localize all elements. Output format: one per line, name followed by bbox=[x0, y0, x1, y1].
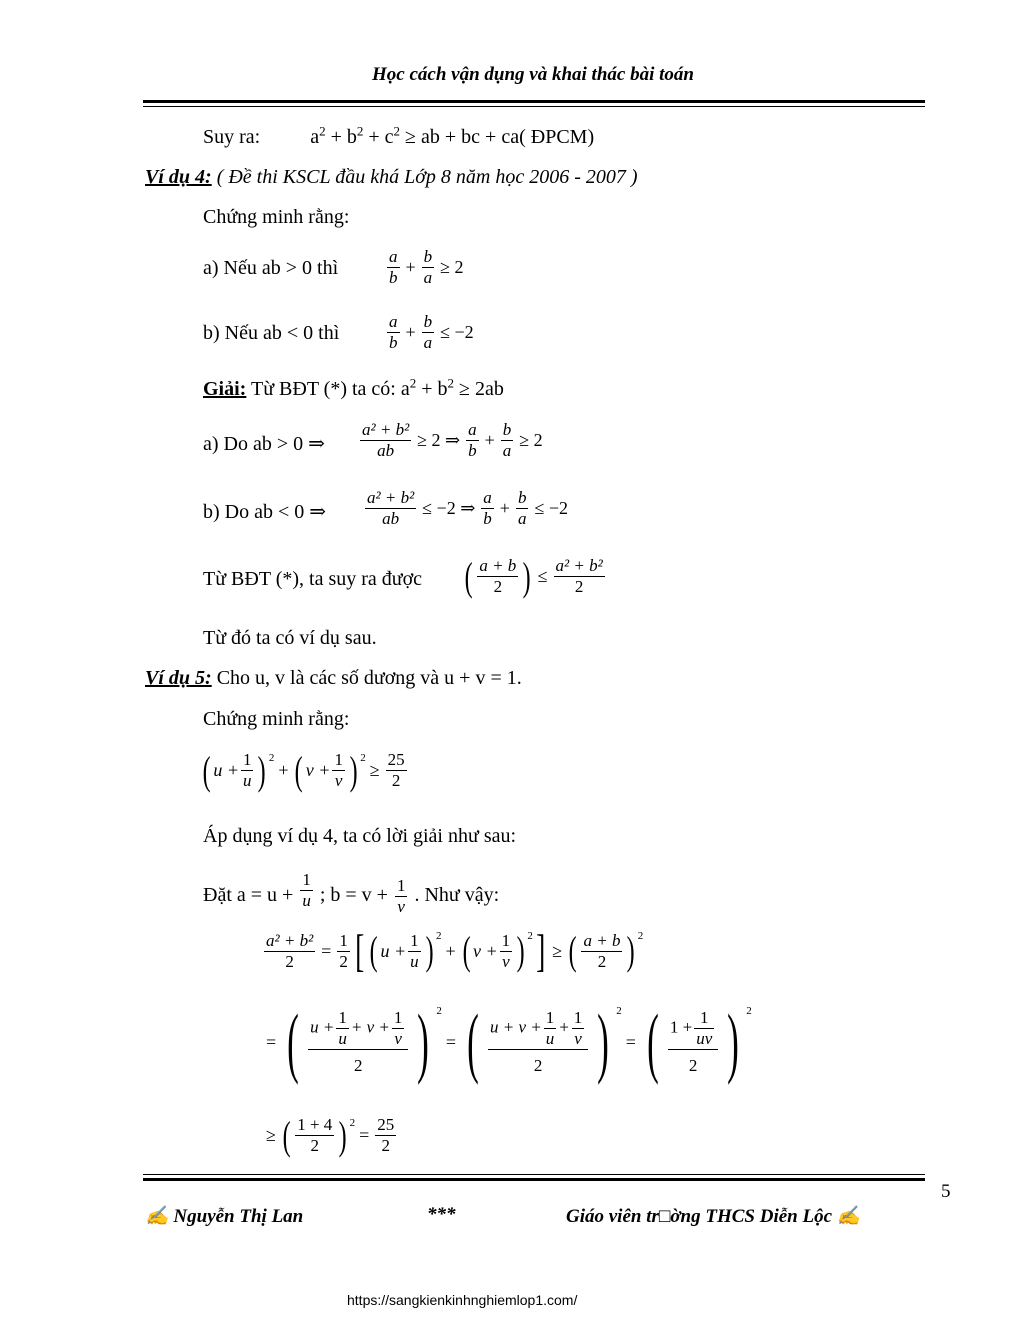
example-5-formula: ( u + $\frac{1}{u}$ ) 2 + ( v + $\frac{1}{v}$ ) 2 ≥ $\frac{25}{2}$ bbox=[202, 747, 405, 793]
solution-line: Giải: Từ BĐT (*) ta có: $a^2 + b^2 \ge 2ab$ bbox=[203, 375, 504, 400]
derivation-step-3: ≥ ( $\frac{1 + 4}{2}$ ) 2 = $\frac{25}{2}$ bbox=[266, 1112, 395, 1158]
example-4-prove: Chứng minh rằng: bbox=[203, 206, 350, 228]
solution-mean-inequality: ( $\frac{a + b}{2}$ ) ≤ $\frac{\text{a² + b²}}{2}$ bbox=[464, 553, 603, 599]
example-4-a-formula: $\frac{a}{b}$ + $\frac{b}{a}$ ≥ 2 bbox=[389, 247, 464, 287]
example-4-b-formula: $\frac{a}{b}$ + $\frac{b}{a}$ ≤ −2 bbox=[389, 312, 474, 352]
header-rule bbox=[143, 100, 925, 103]
footer-school: Giáo viên tr□ờng THCS Diễn Lộc ✍ bbox=[566, 1206, 861, 1227]
solution-b-formula: $\frac{\text{a² + b²}}{ab}$ ≤ −2 ⇒ $\frac{a}{b}$ + $\frac{b}{a}$ ≤ −2 bbox=[367, 488, 568, 528]
page-number: 5 bbox=[941, 1181, 951, 1202]
example-5-apply: Áp dụng ví dụ 4, ta có lời giải như sau: bbox=[203, 825, 517, 847]
footer-stars: *** bbox=[427, 1204, 456, 1225]
solution-part-a: a) Do ab > 0 ⇒ bbox=[203, 433, 325, 455]
example-4-part-b: b) Nếu ab < 0 thì bbox=[203, 322, 340, 344]
derivation-step-1: $\frac{\text{a² + b²}}{2}$ = $\frac{1}{2}$ [ ( u + $\frac{1}{u}$ ) 2 + ( v + $\frac{1}{v}$ ) 2 ] ≥ ( $\frac{a + b}{2}$ ) 2 bbox=[266, 925, 644, 976]
solution-a-formula: $\frac{\text{a² + b²}}{ab}$ ≥ 2 ⇒ $\frac{a}{b}$ + $\frac{b}{a}$ ≥ 2 bbox=[362, 420, 543, 460]
source-url[interactable]: https://sangkienkinhnghiemlop1.com/ bbox=[347, 1292, 578, 1308]
example-4-part-a: a) Nếu ab > 0 thì bbox=[203, 257, 339, 279]
example-5-set: Đặt a = u + $\frac{1}{u}$ ; b = v + $\frac{1}{v}$ . Như vậy: bbox=[203, 870, 500, 916]
solution-part-b: b) Do ab < 0 ⇒ bbox=[203, 501, 327, 523]
example-4-heading: Ví dụ 4: ( Đề thi KSCL đầu khá Lớp 8 năm học 2006 - 2007 ) bbox=[145, 166, 638, 188]
footer-rule-thin bbox=[143, 1174, 925, 1175]
conclusion-line: Suy ra: $a^2 + b^2 + c^2$ ≥ ab + bc + ca( ĐPCM) bbox=[203, 123, 595, 148]
derivation-step-2: = ( u + $\frac{1}{u}$ + v + $\frac{1}{v}$ 2 ) 2 = ( u + v + $\frac{1}{u}$ + $\frac{1}{v}$ 2 ) 2 = ( 1 + $\frac{1}{uv}$ 2 ) 2 bbox=[266, 998, 752, 1085]
example-5-prove: Chứng minh rằng: bbox=[203, 708, 350, 730]
solution-from-text: Từ BĐT (*), ta suy ra được bbox=[203, 568, 423, 590]
footer-rule bbox=[143, 1178, 925, 1181]
example-5-heading: Ví dụ 5: Cho u, v là các số dương và u + v = 1. bbox=[145, 667, 522, 689]
header-rule-thin bbox=[143, 106, 925, 107]
solution-then-text: Từ đó ta có ví dụ sau. bbox=[203, 627, 377, 649]
footer-author: ✍ Nguyễn Thị Lan bbox=[145, 1206, 304, 1227]
page-header-title: Học cách vận dụng và khai thác bài toán bbox=[372, 64, 694, 85]
